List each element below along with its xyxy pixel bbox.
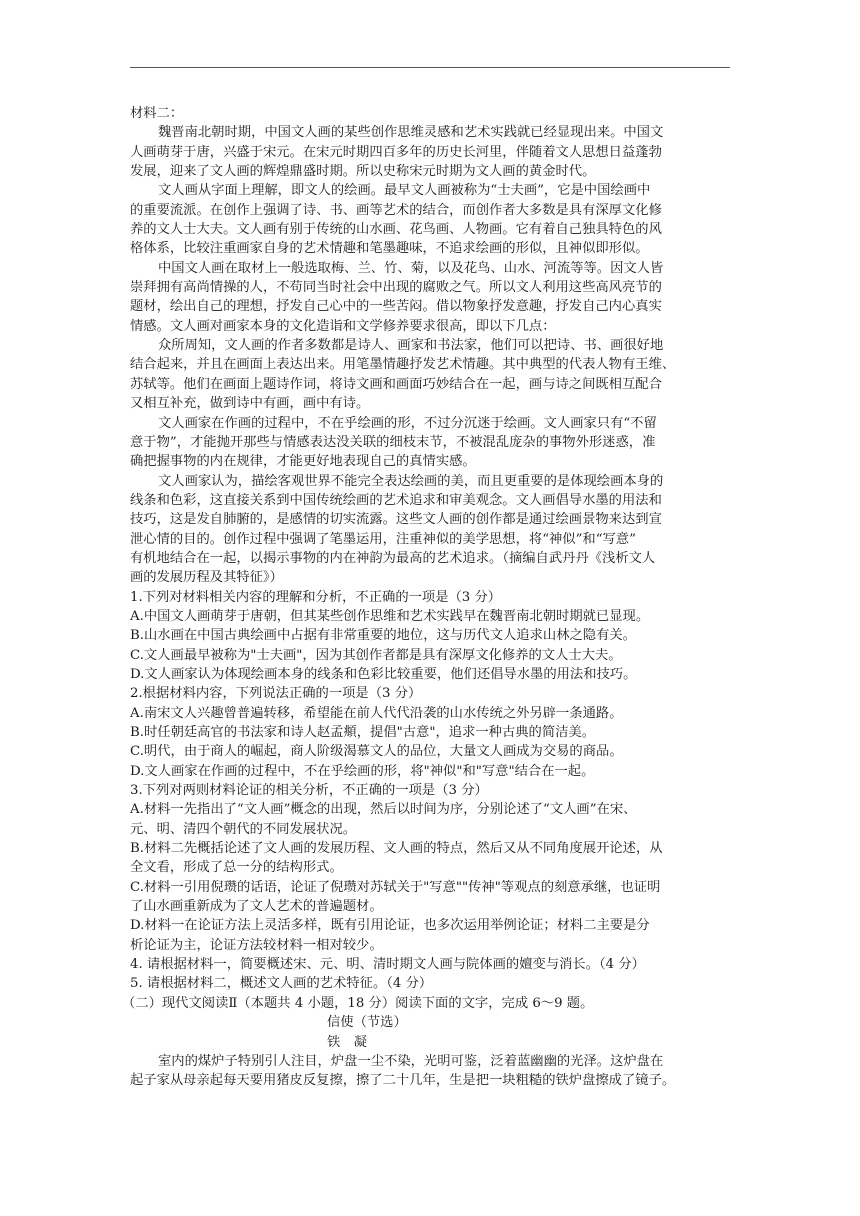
paragraph-line: 格体系，比较注重画家自身的艺术情趣和笔墨趣味，不追求绘画的形似，且神似即形似。 xyxy=(130,241,649,257)
paragraph-line: 苏轼等。他们在画面上题诗作词，将诗文画和画面巧妙结合在一起，画与诗之间既相互配合 xyxy=(130,376,662,392)
paragraph-line: 泄心情的目的。创作过程中强调了笔墨运用，注重神似的美学思想，将“神似”和“写意” xyxy=(130,531,636,547)
answer-option: C.明代，由于商人的崛起，商人阶级渴慕文人的品位，大量文人画成为交易的商品。 xyxy=(130,744,623,760)
answer-option: D.文人画家在作画的过程中，不在乎绘画的形，将"神似"和"写意"结合在一起。 xyxy=(130,763,595,779)
paragraph-line: 题材，绘出自己的理想，抒发自己心中的一些苦闷。借以物象抒发意趣，抒发自己内心真实 xyxy=(130,299,662,315)
paragraph-line: 人画萌芽于唐，兴盛于宋元。在宋元时期四百多年的历史长河里，伴随着文人思想日益蓬勃 xyxy=(130,144,662,160)
passage-title: 信使（节选） xyxy=(327,1015,407,1031)
answer-option: A.中国文人画萌芽于唐朝，但其某些创作思维和艺术实践早在魏晋南北朝时期就已显现。 xyxy=(130,608,650,624)
answer-option: C.文人画最早被称为"士夫画"，因为其创作者都是具有深厚文化修养的文人士大夫。 xyxy=(130,647,622,663)
paragraph-line: 线条和色彩，这直接关系到中国传统绘画的艺术追求和审美观念。文人画倡导水墨的用法和 xyxy=(130,492,662,508)
paragraph-line: 文人画家认为，描绘客观世界不能完全表达绘画的美，而且更重要的是体现绘画本身的 xyxy=(158,473,664,489)
section-heading: （二）现代文阅读Ⅱ（本题共 4 小题，18 分）阅读下面的文字，完成 6～9 题。 xyxy=(122,995,594,1011)
document-body xyxy=(122,104,730,1091)
passage-author: 铁 凝 xyxy=(327,1034,367,1050)
question-stem: 2.根据材料内容，下列说法正确的一项是（3 分） xyxy=(130,686,422,702)
answer-option: 析论证为主，论证方法较材料一相对较少。 xyxy=(130,937,383,953)
answer-option: B.山水画在中国古典绘画中占据有非常重要的地位，这与历代文人追求山林之隐有关。 xyxy=(130,628,636,644)
section-heading: 材料二： xyxy=(130,106,184,121)
header-rule xyxy=(130,67,730,68)
question-stem: 5. 请根据材料二，概述文人画的艺术特征。（4 分） xyxy=(130,976,433,992)
answer-option: D.材料一在论证方法上灵活多样，既有引用论证，也多次运用举例论证；材料二主要是分 xyxy=(130,918,650,934)
paragraph-line: 确把握事物的内在规律，才能更好地表现自己的真情实感。 xyxy=(130,454,476,470)
paragraph-line: 室内的煤炉子特别引人注目，炉盘一尘不染，光明可鉴，泛着蓝幽幽的光泽。这炉盘在 xyxy=(158,1053,664,1069)
paragraph-line: 中国文人画在取材上一般选取梅、兰、竹、菊，以及花鸟、山水、河流等等。因文人皆 xyxy=(158,260,664,276)
answer-option: 元、明、清四个朝代的不同发展状况。 xyxy=(130,821,357,837)
paragraph-line: 众所周知，文人画的作者多数都是诗人、画家和书法家，他们可以把诗、书、画很好地 xyxy=(158,338,664,354)
paragraph-line: 又相互补充，做到诗中有画，画中有诗。 xyxy=(130,396,370,412)
paragraph-line: 文人画从字面上理解，即文人的绘画。最早文人画被称为“士夫画”，它是中国绘画中 xyxy=(158,183,651,199)
paragraph-line: 文人画家在作画的过程中，不在乎绘画的形，不过分沉迷于绘画。文人画家只有“不留 xyxy=(158,415,657,431)
paragraph-line: 结合起来，并且在画面上表达出来。用笔墨情趣抒发艺术情趣。其中典型的代表人物有王维、 xyxy=(130,357,676,373)
paragraph-line: 有机地结合在一起，以揭示事物的内在神韵为最高的艺术追求。（摘编自武丹丹《浅析文人 xyxy=(130,550,656,566)
paragraph-line: 情感。文人画对画家本身的文化造诣和文学修养要求很高，即以下几点： xyxy=(130,318,556,334)
paragraph-line: 起子家从母亲起每天要用猪皮反复擦，擦了二十几年，生是把一块粗糙的铁炉盘擦成了镜子。 xyxy=(130,1073,676,1089)
answer-option: B.材料二先概括论述了文人画的发展历程、文人画的特点，然后又从不同角度展开论述，从 xyxy=(130,841,663,857)
paragraph-line: 崇拜拥有高尚情操的人，不苟同当时社会中出现的腐败之气。所以文人利用这些高风亮节的 xyxy=(130,280,662,296)
answer-option: C.材料一引用倪瓒的话语，论证了倪瓒对苏轼关于"写意""传神"等观点的刻意承继，也证明 xyxy=(130,879,661,895)
answer-option: B.时任朝廷高官的书法家和诗人赵孟頫，提倡"古意"，追求一种古典的简洁美。 xyxy=(130,725,596,740)
answer-option: D.文人画家认为体现绘画本身的线条和色彩比较重要，他们还倡导水墨的用法和技巧。 xyxy=(130,666,637,682)
paragraph-line: 技巧，这是发自肺腑的，是感情的切实流露。这些文人画的创作都是通过绘画景物来达到宣 xyxy=(130,512,662,528)
question-stem: 1.下列对材料相关内容的理解和分析，不正确的一项是（3 分） xyxy=(130,589,502,605)
paragraph-line: 画的发展历程及其特征》） xyxy=(130,570,283,586)
answer-option: A.材料一先指出了“文人画”概念的出现，然后以时间为序，分别论述了“文人画”在宋、 xyxy=(130,802,637,818)
paragraph-line: 意于物”，才能抛开那些与情感表达没关联的细枝末节，不被混乱庞杂的事物外形迷惑，准 xyxy=(130,434,656,450)
answer-option: A.南宋文人兴趣曾普遍转移，希望能在前人代代沿袭的山水传统之外另辟一条通路。 xyxy=(130,705,623,721)
answer-option: 全文看，形成了总一分的结构形式。 xyxy=(130,860,343,876)
paragraph-line: 魏晋南北朝时期，中国文人画的某些创作思维灵感和艺术实践就已经显现出来。中国文 xyxy=(158,125,664,141)
paragraph-line: 养的文人士大夫。文人画有别于传统的山水画、花鸟画、人物画。它有着自己独具特色的风 xyxy=(130,222,662,238)
answer-option: 了山水画重新成为了文人艺术的普遍题材。 xyxy=(130,899,383,915)
question-stem: 4. 请根据材料一，简要概述宋、元、明、清时期文人画与院体画的嬗变与消长。（4 分） xyxy=(130,957,645,973)
paragraph-line: 发展，迎来了文人画的辉煌鼎盛时期。所以史称宋元时期为文人画的黄金时代。 xyxy=(130,164,596,180)
paragraph-line: 的重要流派。在创作上强调了诗、书、画等艺术的结合，而创作者大多数是具有深厚文化修 xyxy=(130,202,662,218)
question-stem: 3.下列对两则材料论证的相关分析，不正确的一项是（3 分） xyxy=(130,783,488,799)
